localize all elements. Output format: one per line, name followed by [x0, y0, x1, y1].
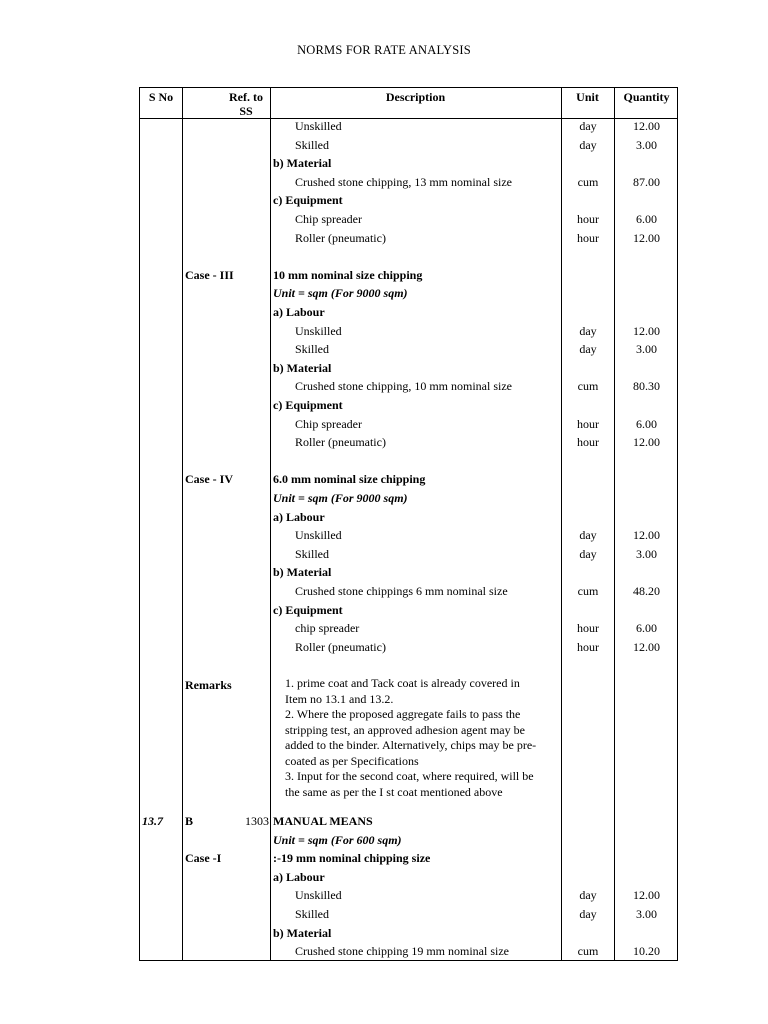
cell-unit: cum — [577, 584, 599, 598]
page-title: NORMS FOR RATE ANALYSIS — [297, 43, 471, 57]
cell-ref: Case -I — [185, 851, 222, 866]
cell-description: Roller (pneumatic) — [295, 435, 386, 450]
remarks-line: coated as per Specifications — [285, 753, 419, 768]
table-row — [140, 415, 679, 433]
cell-description: Unskilled — [295, 119, 342, 133]
cell-unit: cum — [577, 379, 599, 394]
table-row — [140, 359, 679, 377]
cell-ref: Case - III — [185, 267, 234, 282]
remarks-label-row — [140, 676, 679, 694]
table-row — [140, 191, 679, 209]
cell-unit: day — [579, 528, 597, 543]
cell-quantity: 48.20 — [633, 584, 660, 598]
cell-quantity: 12.00 — [633, 119, 660, 133]
table-row — [140, 563, 679, 581]
table-row — [140, 508, 679, 526]
table-row — [140, 266, 679, 284]
remarks-line: Item no 13.1 and 13.2. — [285, 691, 394, 706]
cell-unit: cum — [577, 174, 599, 189]
table-row — [140, 117, 679, 135]
cell-unit: hour — [577, 639, 599, 654]
cell-quantity: 3.00 — [636, 907, 657, 921]
header-quantity: Quantity — [623, 90, 670, 104]
cell-unit: day — [579, 342, 597, 357]
table-row — [140, 619, 679, 637]
table-row — [140, 942, 679, 960]
cell-description: b) Material — [273, 360, 332, 375]
cell-description: :-19 mm nominal chipping size — [273, 851, 431, 866]
rate-analysis-table — [139, 87, 678, 961]
table-row — [140, 831, 679, 849]
remarks-line: stripping test, an approved adhesion agent may be — [285, 722, 525, 737]
table-row — [140, 210, 679, 228]
cell-description: Roller (pneumatic) — [295, 639, 386, 654]
table-row — [140, 812, 679, 830]
cell-description: Unit = sqm (For 9000 sqm) — [273, 491, 408, 505]
cell-description: Skilled — [295, 342, 330, 357]
cell-unit: day — [579, 888, 597, 903]
cell-unit: hour — [577, 621, 599, 636]
table-row — [140, 433, 679, 451]
cell-quantity: 6.00 — [636, 621, 657, 636]
table-row — [140, 340, 679, 358]
header-description: Description — [385, 90, 446, 104]
cell-description: c) Equipment — [273, 398, 343, 412]
cell-quantity: 6.00 — [636, 416, 657, 431]
remarks-line: 3. Input for the second coat, where required, will be — [285, 769, 534, 783]
cell-unit: day — [579, 907, 597, 921]
cell-unit: hour — [577, 212, 599, 226]
cell-quantity: 3.00 — [636, 546, 657, 561]
remarks-line: added to the binder. Alternatively, chips may be pre- — [285, 738, 537, 752]
cell-description: c) Equipment — [273, 602, 343, 617]
table-row — [140, 322, 679, 340]
cell-description: Skilled — [295, 546, 330, 561]
cell-description: Crushed stone chippings 6 mm nominal size — [295, 584, 508, 598]
table-row — [140, 545, 679, 563]
cell-unit: day — [579, 323, 597, 338]
table-row — [140, 868, 679, 886]
cell-description: Unskilled — [295, 323, 342, 338]
cell-ref: B — [185, 814, 194, 828]
cell-description: 10 mm nominal size chipping — [273, 267, 423, 282]
remarks-label: Remarks — [185, 678, 232, 692]
cell-description: Crushed stone chipping, 10 mm nominal size — [295, 379, 512, 394]
table-row — [140, 886, 679, 904]
cell-description: Unskilled — [295, 888, 342, 903]
table-row — [140, 396, 679, 414]
cell-description: MANUAL MEANS — [273, 814, 373, 828]
cell-quantity: 80.30 — [633, 379, 660, 394]
table-row — [140, 303, 679, 321]
cell-quantity: 3.00 — [636, 342, 657, 357]
cell-description: c) Equipment — [273, 193, 343, 208]
cell-description: 6.0 mm nominal size chipping — [273, 472, 426, 487]
cell-quantity: 3.00 — [636, 137, 657, 152]
cell-description: Roller (pneumatic) — [295, 230, 386, 245]
table-row — [140, 849, 679, 867]
cell-unit: hour — [577, 435, 599, 450]
cell-description: Unit = sqm (For 9000 sqm) — [273, 286, 408, 301]
cell-description: b) Material — [273, 925, 332, 940]
table-row — [140, 173, 679, 191]
cell-description: Crushed stone chipping, 13 mm nominal size — [295, 174, 512, 189]
remarks-line: 2. Where the proposed aggregate fails to pass the — [285, 707, 521, 721]
cell-unit: day — [579, 546, 597, 561]
cell-description: Skilled — [295, 137, 330, 152]
cell-description: Unskilled — [295, 528, 342, 543]
table-row — [140, 136, 679, 154]
table-row — [140, 638, 679, 656]
header-ref: Ref. to SS — [229, 90, 263, 118]
cell-description: a) Labour — [273, 869, 325, 884]
cell-description: Crushed stone chipping 19 mm nominal size — [295, 944, 509, 959]
cell-description: a) Labour — [273, 305, 325, 319]
cell-ref: Case - IV — [185, 472, 233, 487]
cell-description: b) Material — [273, 156, 332, 171]
cell-unit: day — [579, 137, 597, 152]
remarks-line: 1. prime coat and Tack coat is already covered in — [285, 676, 520, 690]
cell-description: chip spreader — [295, 621, 360, 636]
table-row — [140, 377, 679, 395]
cell-unit: hour — [577, 416, 599, 431]
cell-unit: day — [579, 119, 597, 133]
table-row — [140, 229, 679, 247]
cell-description: Skilled — [295, 907, 330, 921]
cell-quantity: 12.00 — [633, 888, 660, 903]
cell-quantity: 87.00 — [633, 174, 660, 189]
cell-unit: hour — [577, 230, 599, 245]
header-sno: S No — [148, 90, 174, 104]
remarks-line: the same as per the I st coat mentioned above — [285, 784, 503, 799]
cell-description: b) Material — [273, 565, 332, 580]
remarks-block — [285, 676, 555, 800]
cell-quantity: 12.00 — [633, 639, 660, 654]
cell-ss-ref: 1303 — [245, 814, 269, 828]
cell-quantity: 10.20 — [633, 944, 660, 959]
cell-quantity: 6.00 — [636, 212, 657, 226]
cell-description: a) Labour — [273, 509, 325, 524]
table-row — [140, 284, 679, 302]
table-row — [140, 905, 679, 923]
cell-description: Chip spreader — [295, 416, 362, 431]
table-row — [140, 470, 679, 488]
cell-description: Chip spreader — [295, 212, 362, 226]
cell-quantity: 12.00 — [633, 230, 660, 245]
table-row — [140, 526, 679, 544]
cell-description: Unit = sqm (For 600 sqm) — [273, 832, 402, 847]
table-row — [140, 489, 679, 507]
cell-sno: 13.7 — [142, 814, 163, 828]
table-row — [140, 154, 679, 172]
table-row — [140, 582, 679, 600]
cell-quantity: 12.00 — [633, 435, 660, 450]
cell-quantity: 12.00 — [633, 323, 660, 338]
cell-unit: cum — [577, 944, 599, 959]
table-row — [140, 601, 679, 619]
header-unit: Unit — [576, 90, 599, 104]
table-row — [140, 924, 679, 942]
cell-quantity: 12.00 — [633, 528, 660, 543]
